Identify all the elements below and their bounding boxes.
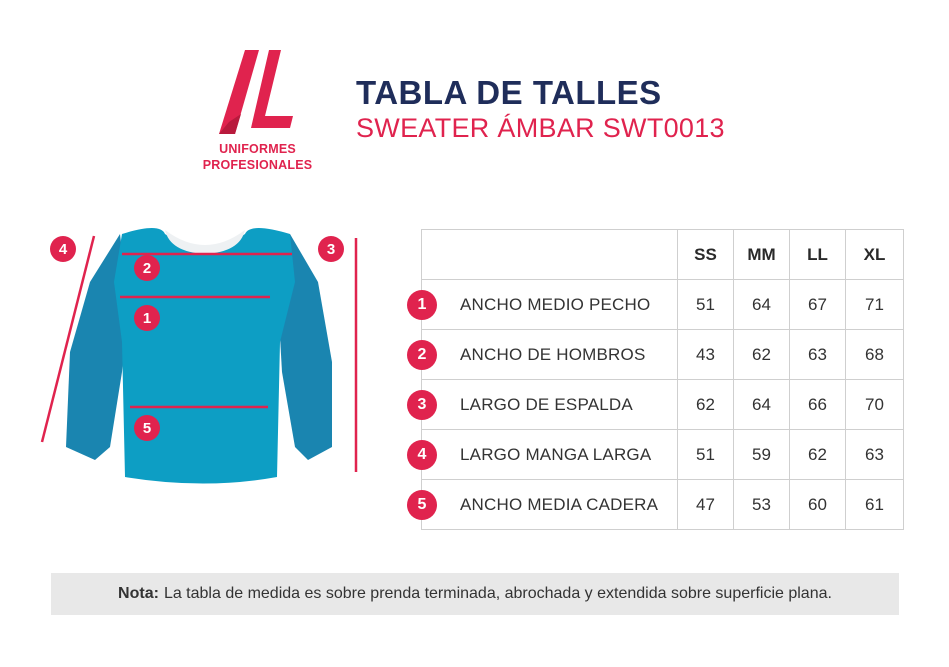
row-label-cell: [417, 280, 678, 330]
cell-value: 62: [790, 430, 846, 480]
cell-value: 64: [734, 280, 790, 330]
table-row: [422, 280, 904, 330]
cell-value: 63: [846, 430, 904, 480]
note-text: La tabla de medida es sobre prenda terminada, abrochada y extendida sobre superficie plana.: [163, 585, 832, 602]
footnote: [51, 573, 899, 615]
table-row: [422, 480, 904, 530]
row-label: ANCHO DE HOMBROS: [460, 344, 646, 364]
table-row: [422, 380, 904, 430]
row-number-badge: 2: [407, 340, 437, 370]
cell-value: 67: [790, 280, 846, 330]
row-label-cell: [417, 380, 678, 430]
brand-logo: [195, 48, 320, 178]
size-table: [417, 229, 904, 530]
jl-logo-icon: [215, 48, 295, 140]
table-header-row: [422, 230, 904, 280]
page-title: TABLA DE TALLES: [356, 74, 662, 111]
cell-value: 62: [678, 380, 734, 430]
cell-value: 71: [846, 280, 904, 330]
row-number-badge: 5: [407, 490, 437, 520]
cell-value: 47: [678, 480, 734, 530]
row-label-cell: [417, 430, 678, 480]
marker-5: 5: [134, 415, 160, 441]
marker-1: 1: [134, 305, 160, 331]
row-number-badge: 1: [407, 290, 437, 320]
cell-value: 51: [678, 430, 734, 480]
cell-value: 68: [846, 330, 904, 380]
header-size-mm: MM: [734, 230, 790, 280]
row-label: ANCHO MEDIO PECHO: [460, 294, 651, 314]
marker-2: 2: [134, 255, 160, 281]
page-subtitle: SWEATER ÁMBAR SWT0013: [356, 113, 725, 143]
cell-value: 63: [790, 330, 846, 380]
cell-value: 43: [678, 330, 734, 380]
row-label: ANCHO MEDIA CADERA: [460, 494, 659, 514]
header-size-xl: XL: [846, 230, 904, 280]
brand-line-1: UNIFORMES: [219, 142, 296, 156]
sweater-diagram: [40, 222, 370, 492]
header-size-ss: SS: [678, 230, 734, 280]
brand-tagline: [195, 141, 320, 173]
table-row: [422, 430, 904, 480]
cell-value: 59: [734, 430, 790, 480]
table-row: [422, 330, 904, 380]
cell-value: 51: [678, 280, 734, 330]
row-number-badge: 3: [407, 390, 437, 420]
row-label-cell: [417, 330, 678, 380]
marker-3: 3: [318, 236, 344, 262]
marker-4: 4: [50, 236, 76, 262]
cell-value: 70: [846, 380, 904, 430]
cell-value: 60: [790, 480, 846, 530]
row-label-cell: [417, 480, 678, 530]
header-size-ll: LL: [790, 230, 846, 280]
cell-value: 61: [846, 480, 904, 530]
header-empty-cell: [422, 230, 678, 280]
note-label: Nota:: [118, 585, 159, 602]
cell-value: 66: [790, 380, 846, 430]
cell-value: 62: [734, 330, 790, 380]
row-label: LARGO DE ESPALDA: [460, 394, 633, 414]
row-number-badge: 4: [407, 440, 437, 470]
cell-value: 64: [734, 380, 790, 430]
cell-value: 53: [734, 480, 790, 530]
brand-line-2: PROFESIONALES: [202, 158, 313, 172]
sweater-icon: [40, 222, 370, 492]
row-label: LARGO MANGA LARGA: [460, 444, 652, 464]
